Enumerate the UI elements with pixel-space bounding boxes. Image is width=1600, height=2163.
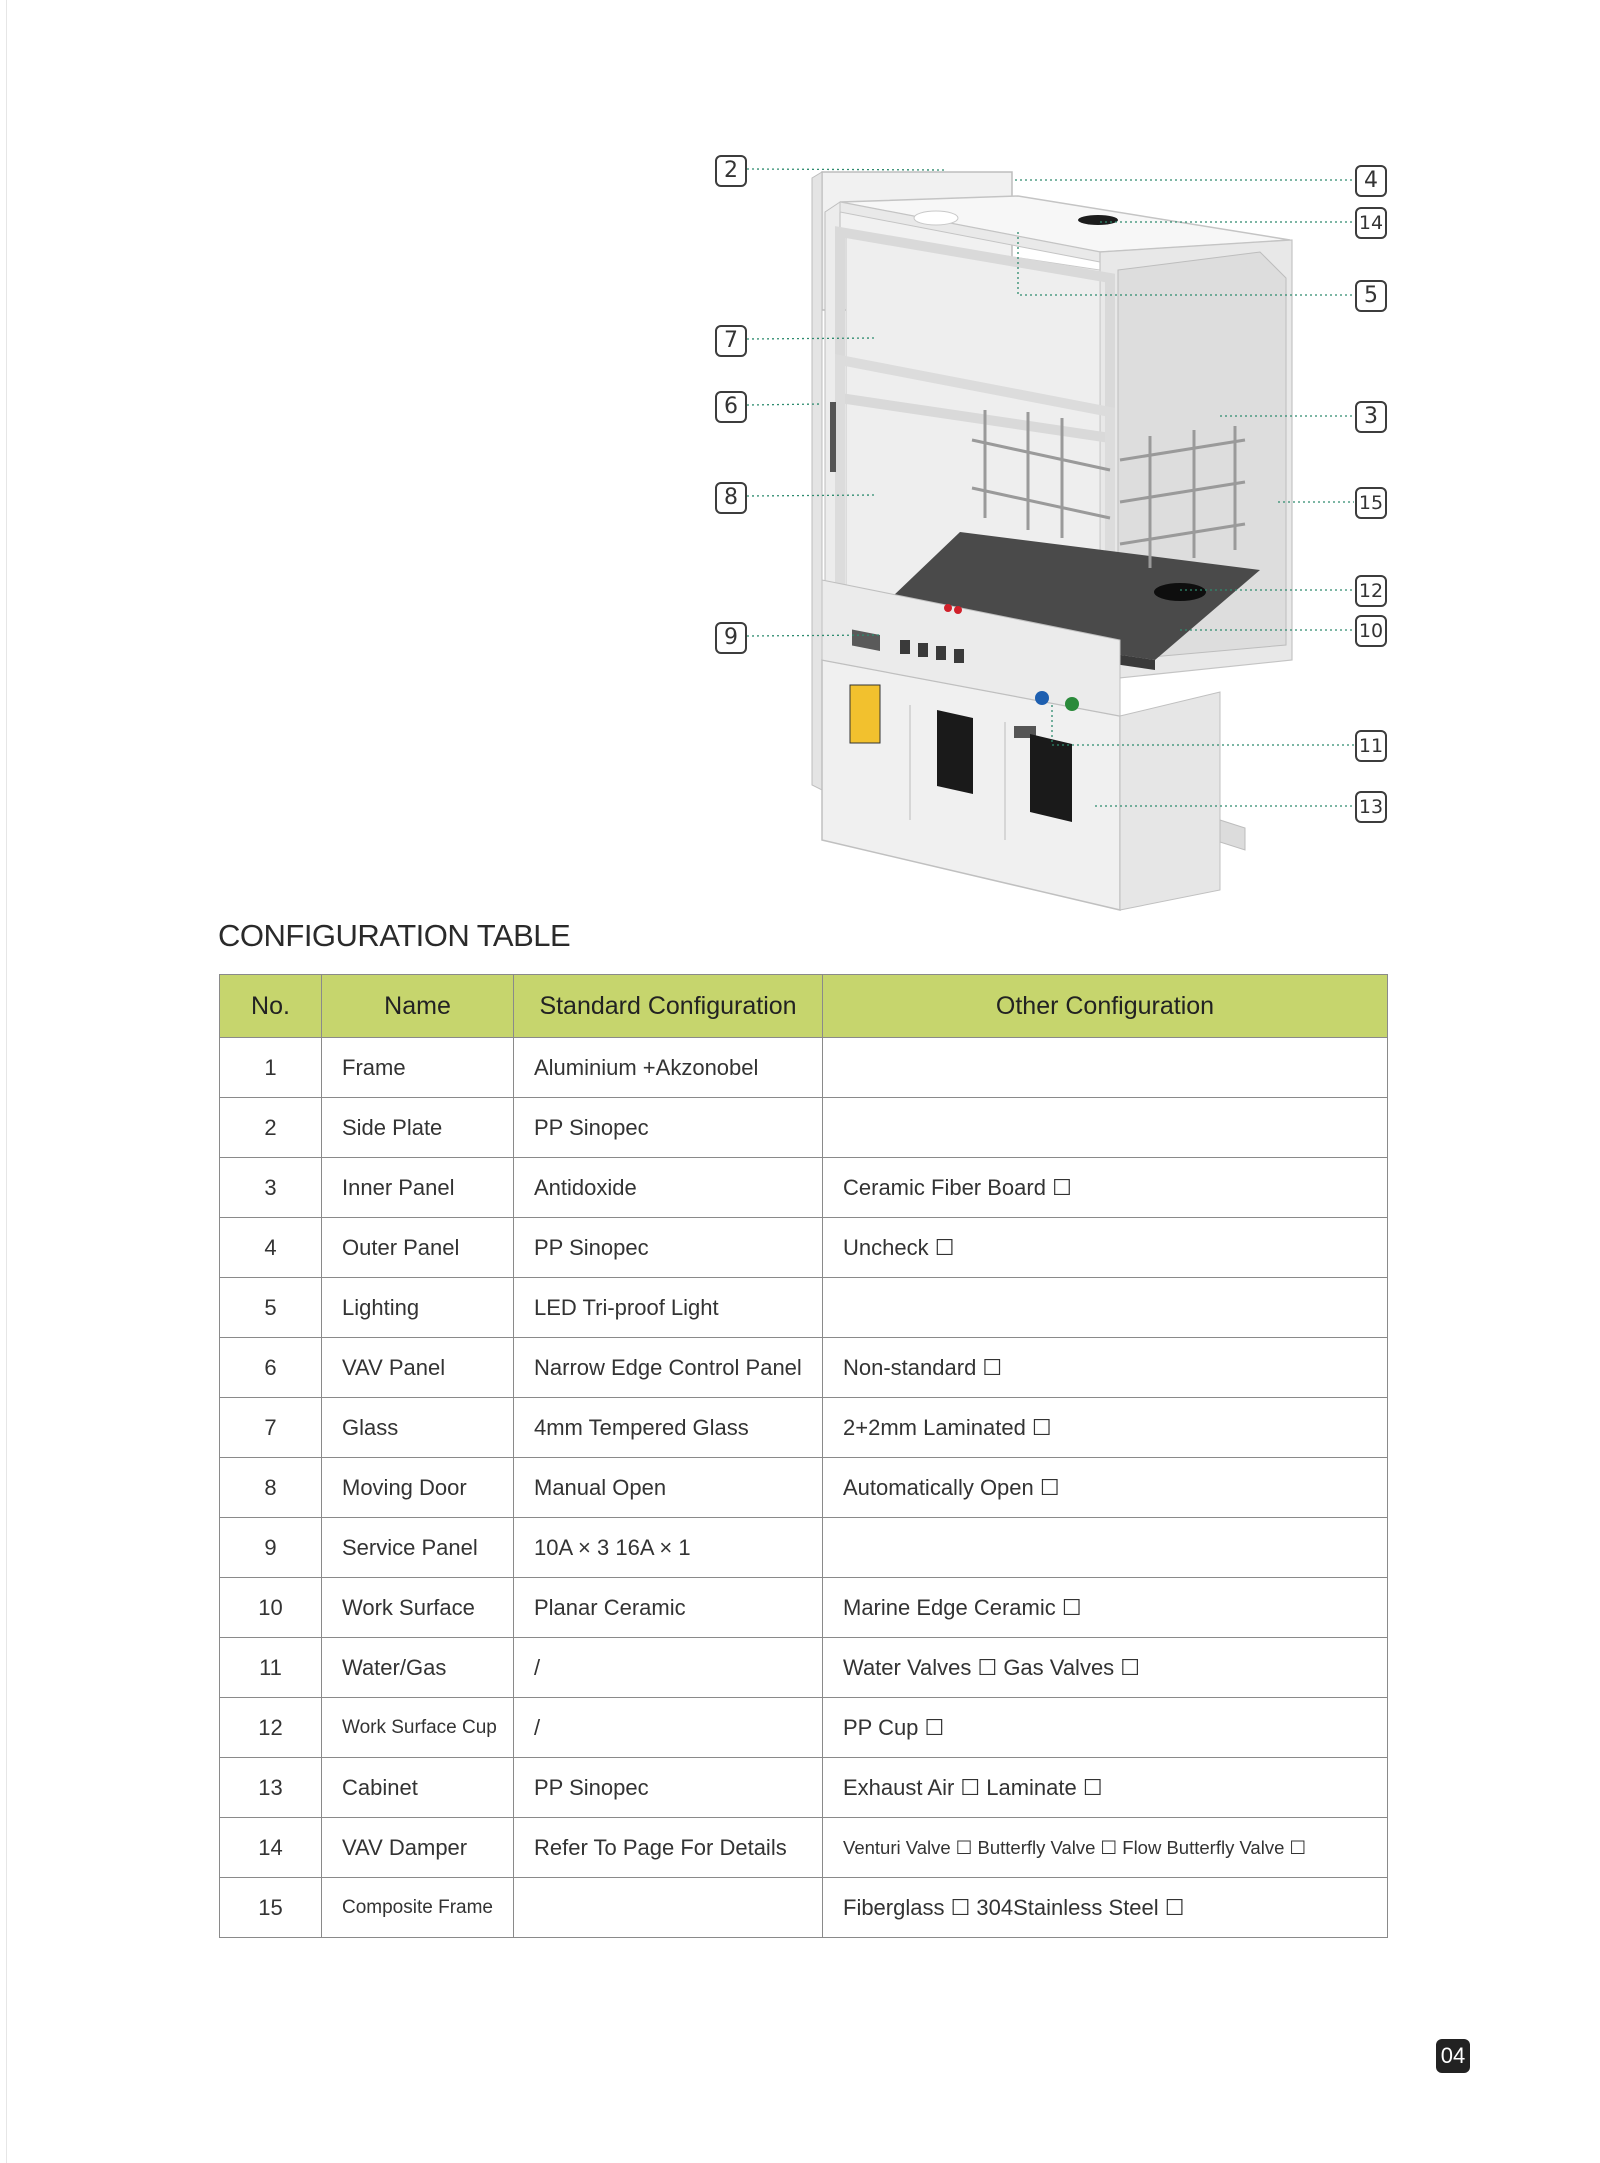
- table-row: [220, 1278, 1388, 1338]
- table-row: [220, 1218, 1388, 1278]
- cell-no: 12: [220, 1698, 322, 1758]
- cell-no: 3: [220, 1158, 322, 1218]
- header-name: Name: [322, 975, 514, 1038]
- header-no: No.: [220, 975, 322, 1038]
- header-other: Other Configuration: [823, 975, 1388, 1038]
- cell-standard: /: [514, 1698, 823, 1758]
- callout-6: 6: [715, 391, 747, 423]
- cell-standard: PP Sinopec: [514, 1218, 823, 1278]
- callout-12: 12: [1355, 575, 1387, 607]
- cell-other: [823, 1098, 1388, 1158]
- callout-8: 8: [715, 482, 747, 514]
- cell-other: 2+2mm Laminated ☐: [823, 1398, 1388, 1458]
- cell-other: Exhaust Air ☐ Laminate ☐: [823, 1758, 1388, 1818]
- table-row: [220, 1398, 1388, 1458]
- cell-no: 4: [220, 1218, 322, 1278]
- header-standard: Standard Configuration: [514, 975, 823, 1038]
- cell-standard: PP Sinopec: [514, 1758, 823, 1818]
- cell-standard: Antidoxide: [514, 1158, 823, 1218]
- cell-other: Marine Edge Ceramic ☐: [823, 1578, 1388, 1638]
- cell-standard: LED Tri-proof Light: [514, 1278, 823, 1338]
- cell-other: Uncheck ☐: [823, 1218, 1388, 1278]
- callout-14: 14: [1355, 207, 1387, 239]
- fume-hood-illustration: [700, 140, 1400, 920]
- cell-other: Automatically Open ☐: [823, 1458, 1388, 1518]
- cell-other: Fiberglass ☐ 304Stainless Steel ☐: [823, 1878, 1388, 1938]
- callout-15: 15: [1355, 487, 1387, 519]
- table-row: [220, 1878, 1388, 1938]
- callout-10: 10: [1355, 615, 1387, 647]
- callout-9: 9: [715, 622, 747, 654]
- cell-standard: 10A × 3 16A × 1: [514, 1518, 823, 1578]
- callout-11: 11: [1355, 730, 1387, 762]
- cell-name: VAV Damper: [322, 1818, 514, 1878]
- cell-name: Work Surface Cup: [322, 1698, 514, 1758]
- cell-name: Frame: [322, 1038, 514, 1098]
- cell-name: Service Panel: [322, 1518, 514, 1578]
- callout-2: 2: [715, 155, 747, 187]
- table-body: [220, 1038, 1388, 1938]
- cell-standard: Manual Open: [514, 1458, 823, 1518]
- table-row: [220, 1458, 1388, 1518]
- cell-other: [823, 1278, 1388, 1338]
- cell-name: Side Plate: [322, 1098, 514, 1158]
- cell-no: 15: [220, 1878, 322, 1938]
- cell-name: Inner Panel: [322, 1158, 514, 1218]
- page-number: 04: [1436, 2039, 1470, 2073]
- cell-standard: /: [514, 1638, 823, 1698]
- cell-name: Cabinet: [322, 1758, 514, 1818]
- cell-no: 8: [220, 1458, 322, 1518]
- cell-name: Outer Panel: [322, 1218, 514, 1278]
- table-row: [220, 1038, 1388, 1098]
- fume-hood-diagram: [700, 140, 1400, 920]
- cell-no: 11: [220, 1638, 322, 1698]
- table-row: [220, 1758, 1388, 1818]
- cell-no: 10: [220, 1578, 322, 1638]
- callout-13: 13: [1355, 791, 1387, 823]
- table-row: [220, 1638, 1388, 1698]
- cell-standard: Refer To Page For Details: [514, 1818, 823, 1878]
- cell-no: 13: [220, 1758, 322, 1818]
- table-header-row: [220, 975, 1388, 1038]
- cell-name: Work Surface: [322, 1578, 514, 1638]
- table-row: [220, 1098, 1388, 1158]
- cell-no: 1: [220, 1038, 322, 1098]
- cell-standard: PP Sinopec: [514, 1098, 823, 1158]
- cell-name: Lighting: [322, 1278, 514, 1338]
- cell-no: 14: [220, 1818, 322, 1878]
- cell-other: PP Cup ☐: [823, 1698, 1388, 1758]
- cell-no: 2: [220, 1098, 322, 1158]
- cell-name: Moving Door: [322, 1458, 514, 1518]
- cell-standard: [514, 1878, 823, 1938]
- cell-other: [823, 1038, 1388, 1098]
- cell-other: [823, 1518, 1388, 1578]
- cell-no: 5: [220, 1278, 322, 1338]
- cell-standard: Narrow Edge Control Panel: [514, 1338, 823, 1398]
- cell-other: Non-standard ☐: [823, 1338, 1388, 1398]
- table-row: [220, 1578, 1388, 1638]
- callout-7: 7: [715, 325, 747, 357]
- cell-other: Venturi Valve ☐ Butterfly Valve ☐ Flow Butterfly Valve ☐: [823, 1818, 1388, 1878]
- cell-other: Ceramic Fiber Board ☐: [823, 1158, 1388, 1218]
- callout-4: 4: [1355, 165, 1387, 197]
- page-edge: [6, 0, 7, 2163]
- cell-name: Water/Gas: [322, 1638, 514, 1698]
- cell-no: 9: [220, 1518, 322, 1578]
- callout-5: 5: [1355, 280, 1387, 312]
- cell-name: Composite Frame: [322, 1878, 514, 1938]
- configuration-table: [219, 974, 1388, 1938]
- cell-other: Water Valves ☐ Gas Valves ☐: [823, 1638, 1388, 1698]
- cell-name: Glass: [322, 1398, 514, 1458]
- table-row: [220, 1818, 1388, 1878]
- cell-standard: Planar Ceramic: [514, 1578, 823, 1638]
- table-row: [220, 1338, 1388, 1398]
- cell-standard: Aluminium +Akzonobel: [514, 1038, 823, 1098]
- table-row: [220, 1698, 1388, 1758]
- table-row: [220, 1518, 1388, 1578]
- callout-3: 3: [1355, 401, 1387, 433]
- cell-name: VAV Panel: [322, 1338, 514, 1398]
- section-title: CONFIGURATION TABLE: [218, 918, 571, 953]
- cell-no: 6: [220, 1338, 322, 1398]
- cell-no: 7: [220, 1398, 322, 1458]
- table-row: [220, 1158, 1388, 1218]
- cell-standard: 4mm Tempered Glass: [514, 1398, 823, 1458]
